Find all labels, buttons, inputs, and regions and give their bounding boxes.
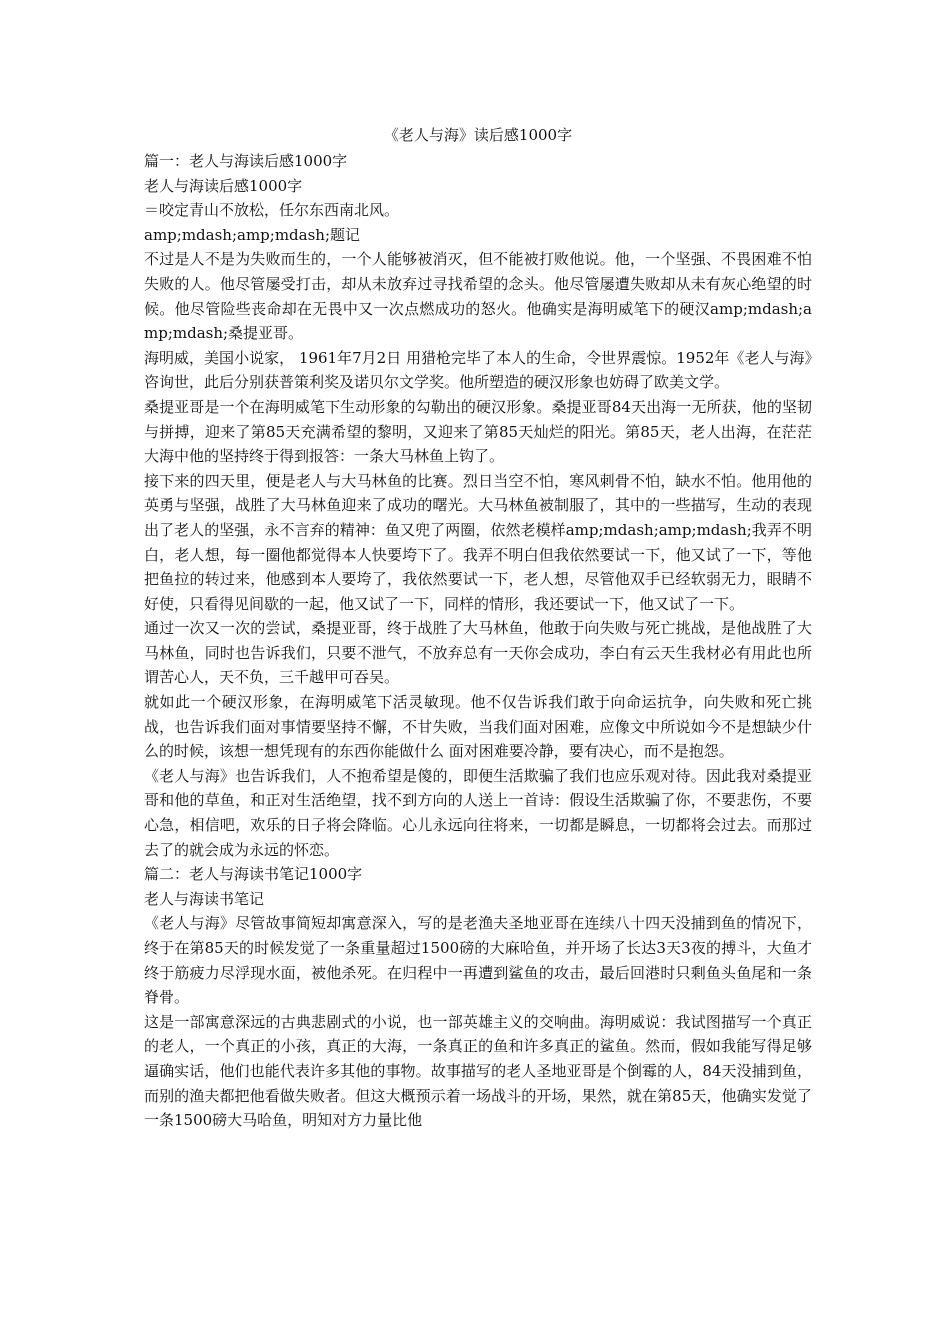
paragraph: 接下来的四天里，便是老人与大马林鱼的比赛。烈日当空不怕，寒风刺骨不怕，缺水不怕。他用他的英勇与坚强，战胜了大马林鱼迎来了成功的曙光。大马林鱼被制服了，其中的一些描写，生动的表现出了老人的坚强，永不言弃的精神：鱼又兜了两圈，依然老模样amp;mdash;amp;mdash;我弄不明白，老人想，每一圈他都觉得本人快要垮下了。我弄不明白但我依然要试一下，他又试了一下，等他把鱼拉的转过来，他感到本人要垮了，我依然要试一下，老人想，尽管他双手已经软弱无力，眼睛不好使，只看得见间歇的一起，他又试了一下，同样的情形，我还要试一下，他又试了一下。 xyxy=(144,471,812,613)
text-line: 老人与海读后感1000字 xyxy=(144,176,303,195)
paragraph: 通过一次又一次的尝试，桑提亚哥，终于战胜了大马林鱼，他敢于向失败与死亡挑战，是他战胜了大马林鱼，同时也告诉我们，只要不泄气，不放弃总有一天你会成功，李白有云天生我材必有用此也所谓苦心人，天不负，三千越甲可吞吴。 xyxy=(144,619,812,687)
paragraph: 《老人与海》也告诉我们，人不抱希望是傻的，即便生活欺骗了我们也应乐观对待。因此我对桑提亚哥和他的草鱼，和正对生活绝望，找不到方向的人送上一首诗：假设生活欺骗了你，不要悲伤，不要心急，相信吧，欢乐的日子将会降临。心儿永远向往将来，一切都是瞬息，一切都将会过去。而那过去了的就会成为永远的怀恋。 xyxy=(144,766,812,859)
text-line: amp;mdash;amp;mdash;题记 xyxy=(144,225,361,244)
text-line: 老人与海读书笔记 xyxy=(144,889,265,908)
paragraph: 就如此一个硬汉形象，在海明威笔下活灵敏现。他不仅告诉我们敢于向命运抗争，向失败和死亡挑战，也告诉我们面对事情要坚持不懈，不甘失败，当我们面对困难，应像文中所说如今不是想缺少什么的时候，该想一想凭现有的东西你能做什么 面对困难要冷静，要有决心，而不是抱怨。 xyxy=(144,693,812,761)
document-title: 《老人与海》读后感1000字 xyxy=(383,126,573,144)
text-line: 篇二：老人与海读书笔记1000字 xyxy=(144,865,363,884)
text-line: 篇一：老人与海读后感1000字 xyxy=(144,152,348,170)
paragraph: 不过是人不是为失败而生的，一个人能够被消灭，但不能被打败他说。他，一个坚强、不畏困难不怕失败的人。他尽管屡受打击，却从未放弃过寻找希望的念头。他尽管屡遭失败却从未有灰心绝望的时候。他尽管险些丧命却在无畏中又一次点燃成功的怒火。他确实是海明威笔下的硬汉amp;mdash;amp;mdash;桑提亚哥。 xyxy=(144,250,812,343)
paragraph: 海明威，美国小说家， 1961年7月2日 用猎枪完毕了本人的生命，令世界震惊。1952年《老人与海》咨询世，此后分别获普策利奖及诺贝尔文学奖。他所塑造的硬汉形象也妨碍了欧美文学。 xyxy=(144,348,812,392)
text-line: ＝咬定青山不放松，任尔东西南北风。 xyxy=(144,201,400,220)
paragraph: 桑提亚哥是一个在海明威笔下生动形象的勾勒出的硬汉形象。桑提亚哥84天出海一无所获，他的坚韧与拼搏，迎来了第85天充满希望的黎明，又迎来了第85天灿烂的阳光。第85天，老人出海，在茫茫大海中他的坚持终于得到报答：一条大马林鱼上钩了。 xyxy=(144,397,812,466)
document-page xyxy=(144,122,812,1133)
document-body xyxy=(144,149,812,1133)
paragraph: 《老人与海》尽管故事简短却寓意深入，写的是老渔夫圣地亚哥在连续八十四天没捕到鱼的情况下，终于在第85天的时候发觉了一条重量超过1500磅的大麻哈鱼，并开场了长达3天3夜的搏斗，大鱼才终于筋疲力尽浮现水面，被他杀死。在归程中一再遭到鲨鱼的攻击，最后回港时只剩鱼头鱼尾和一条脊骨。 xyxy=(144,914,812,1007)
paragraph: 这是一部寓意深远的古典悲剧式的小说，也一部英雄主义的交响曲。海明威说：我试图描写一个真正的老人，一个真正的小孩，真正的大海，一条真正的鱼和许多真正的鲨鱼。然而，假如我能写得足够逼确实话，他们也能代表许多其他的事物。故事描写的老人圣地亚哥是个倒霉的人，84天没捕到鱼，而别的渔夫都把他看做失败者。但这大概预示着一场战斗的开场，果然，就在第85天，他确实发觉了一条1500磅大马哈鱼，明知对方力量比他 xyxy=(144,1012,812,1130)
